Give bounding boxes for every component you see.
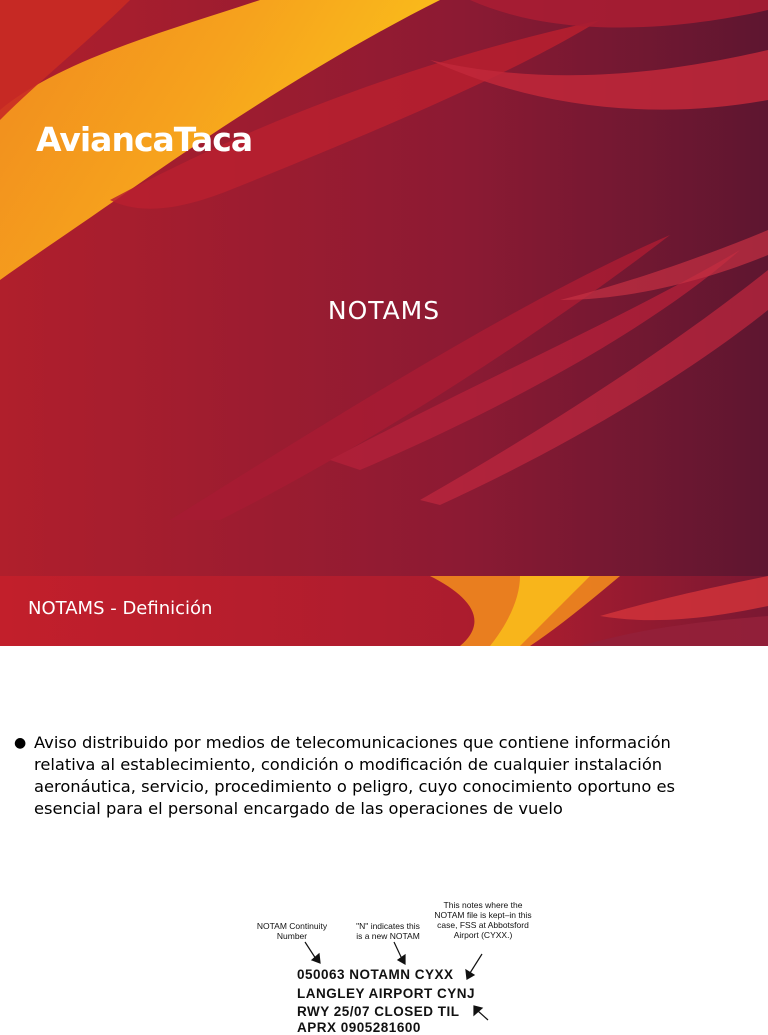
- note-continuity-number: NOTAM Continuity Number: [256, 921, 328, 941]
- note-notam-file: This notes where the NOTAM file is kept–in this case, FSS at Abbotsford Airport (CYXX.): [434, 900, 532, 940]
- definition-bullet: [14, 732, 714, 820]
- notam-line-3: RWY 25/07 CLOSED TIL: [297, 1004, 460, 1019]
- notam-line-1: 050063 NOTAMN CYXX: [297, 967, 454, 982]
- bullet-icon: ●: [14, 735, 27, 751]
- avianca-taca-logo: AviancaTaca: [36, 120, 253, 159]
- note-new-notam: "N" indicates this is a new NOTAM: [356, 921, 420, 941]
- notam-line-2: LANGLEY AIRPORT CYNJ: [297, 986, 476, 1001]
- definition-text: Aviso distribuido por medios de telecomunicaciones que contiene información relativa al establecimiento, condición o modificación de cualquier instalación aeronáutica, servicio, procedimiento o peligro, cuyo conocimiento oportuno es esencial para el personal encargado de las operaciones de vuelo: [34, 733, 676, 818]
- slide-title: NOTAMS: [327, 296, 441, 325]
- notam-line-4: APRX 0905281600: [297, 1020, 421, 1035]
- header-title: NOTAMS - Definición: [28, 598, 213, 619]
- definition-slide-header: [0, 576, 768, 646]
